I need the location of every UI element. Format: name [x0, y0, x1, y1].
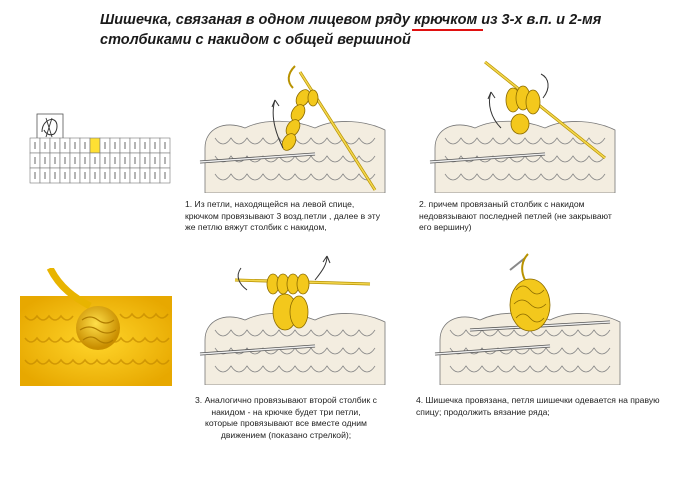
step-3 [195, 250, 395, 440]
step-1 [185, 58, 395, 232]
caption-line: его вершину) [419, 222, 472, 232]
caption-line: недовязывают последней петлей (не закрывают [419, 210, 612, 221]
knitting-chart [28, 104, 178, 199]
caption-line: 1. Из петли, находящейся на левой спице, [185, 199, 355, 209]
step-4 [416, 250, 660, 417]
caption-line: 3. Аналогично провязывают второй столбик с [195, 395, 377, 405]
caption-line: 2. причем провязаный столбик с накидом [419, 199, 585, 209]
knitting-step-1-icon [195, 58, 395, 193]
chart-cell-highlight [90, 138, 100, 153]
knitting-step-3-icon [195, 250, 395, 385]
title-line-1 [100, 10, 620, 30]
bobble-symbol-icon [37, 114, 63, 140]
knitting-step-4-icon [430, 250, 630, 385]
caption-line: 4. Шишечка провязана, петля шишечки одевается на правую [416, 395, 660, 405]
step-2-caption [419, 199, 639, 234]
step-4-caption [416, 395, 666, 418]
knitting-step-2-icon [425, 58, 635, 193]
caption-line: которые провязывают все вместе одним [205, 418, 367, 428]
step-1-caption [185, 199, 395, 234]
title-text-part: Шишечка, связаная в одном лицевом ряду [100, 12, 414, 28]
chart-grid [30, 138, 170, 183]
caption-line: крючком провязывают 3 возд.петли , далее в эту [185, 210, 381, 221]
caption-line: движением (показано стрелкой); [220, 429, 352, 440]
knitted-bobble-photo-icon [20, 268, 172, 386]
page-title [100, 10, 620, 50]
caption-line: накидом - на крючке будет три петли, [211, 406, 361, 417]
title-text-part: из 3-х в.п. и 2-мя [477, 12, 602, 28]
caption-line: спицу; продолжить вязание ряда; [416, 406, 550, 417]
title-keyword: крючком [413, 12, 478, 28]
step-3-caption [181, 395, 391, 441]
caption-line: же петлю вяжут столбик с накидом, [185, 222, 327, 232]
step-2 [419, 58, 635, 232]
title-line-2: столбиками с накидом с общей вершиной [100, 32, 411, 48]
